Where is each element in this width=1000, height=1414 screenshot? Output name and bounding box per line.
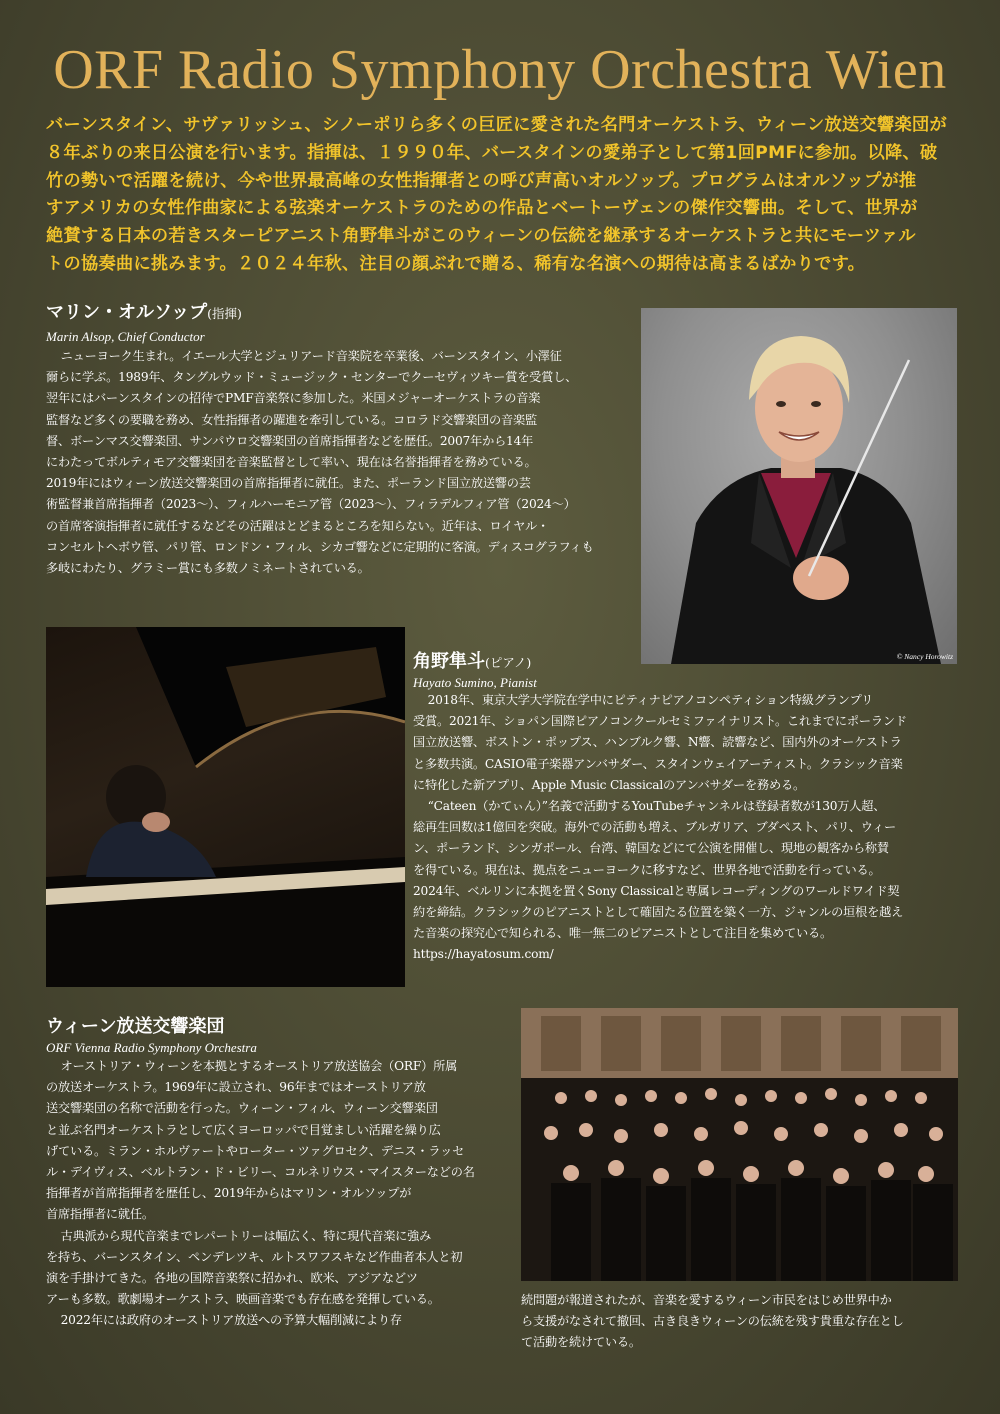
- orchestra-bio-line: の放送オーケストラ。1969年に設立され、96年まではオーストリア放: [46, 1080, 426, 1095]
- sumino-bio-line: 総再生回数は1億回を突破。海外での活動も増え、ブルガリア、ブダペスト、パリ、ウィー: [413, 820, 897, 835]
- alsop-bio-line: 多岐にわたり、グラミー賞にも多数ノミネートされている。: [46, 561, 370, 576]
- alsop-bio-line: 翌年にはバーンスタインの招待でPMF音楽祭に参加した。米国メジャーオーケストラの音楽: [46, 391, 541, 406]
- sumino-photo: [46, 627, 405, 987]
- intro-line: すアメリカの女性作曲家による弦楽オーケストラのための作品とベートーヴェンの傑作交響曲。そして、世界が: [46, 198, 918, 219]
- orchestra-bio-line: と並ぶ名門オーケストラとして広くヨーロッパで目覚ましい活躍を繰り広: [46, 1122, 441, 1137]
- sumino-bio: [413, 690, 961, 966]
- alsop-bio-line: 2019年にはウィーン放送交響楽団の首席指揮者に就任。また、ポーランド国立放送響の芸: [46, 476, 531, 491]
- sumino-bio-line: 2018年、東京大学大学院在学中にピティナピアノコンペティション特級グランプリ: [427, 693, 874, 707]
- sumino-bio-line: と多数共演。CASIO電子楽器アンバサダー、スタインウェイアーティスト。クラシック音楽: [413, 756, 903, 771]
- alsop-bio-line: 術監督兼首席指揮者（2023～）、フィルハーモニア管（2023～）、フィラデルフィア管（2024～）: [46, 497, 576, 512]
- website-link[interactable]: https://hayatosum.com/: [413, 947, 554, 962]
- intro-line: 竹の勢いで活躍を続け、今や世界最高峰の女性指揮者との呼び声高いオルソップ。プログラムはオルソップが推: [46, 170, 917, 191]
- orchestra-bio-line: 送交響楽団の名称で活動を行った。ウィーン・フィル、ウィーン交響楽団: [46, 1101, 438, 1116]
- alsop-bio-line: 監督など多くの要職を務め、女性指揮者の躍進を牽引している。コロラド交響楽団の音楽監: [46, 412, 537, 427]
- orchestra-bio-line: 続問題が報道されたが、音楽を愛するウィーン市民をはじめ世界中か: [521, 1293, 892, 1307]
- orchestra-bio-line: 古典派から現代音楽までレパートリーは幅広く、特に現代音楽に強み: [60, 1228, 432, 1243]
- orchestra-bio-line: 2022年には政府のオーストリア放送への予算大幅削減により存: [60, 1313, 402, 1328]
- intro-line: ８年ぶりの来日公演を行います。指揮は、１９９０年、バースタインの愛弟子として第1回PMFに参加。以降、破: [46, 142, 938, 163]
- intro-line: トの協奏曲に挑みます。２０２４年秋、注目の顔ぶれで贈る、稀有な名演への期待は高まるばかりです。: [46, 253, 866, 274]
- orchestra-bio-line: ら支援がなされて撤回、古き良きウィーンの伝統を残す貴重な存在とし: [521, 1314, 904, 1329]
- orchestra-subtitle: ORF Vienna Radio Symphony Orchestra: [46, 1040, 257, 1055]
- sumino-name: 角野隼斗: [413, 651, 485, 672]
- orchestra-bio-line: 指揮者が首席指揮者を歴任し、2019年からはマリン・オルソップが: [46, 1186, 412, 1201]
- orchestra-bio-line: オーストリア・ウィーンを本拠とするオーストリア放送協会（ORF）所属: [60, 1059, 458, 1073]
- alsop-name: マリン・オルソップ: [46, 302, 208, 323]
- sumino-heading: [413, 651, 531, 674]
- orchestra-bio-line: て活動を続けている。: [521, 1335, 641, 1350]
- intro-text: [46, 112, 962, 279]
- alsop-bio-line: 爾らに学ぶ。1989年、タングルウッド・ミュージック・センターでクーセヴィツキー賞を受賞し、: [46, 370, 578, 385]
- alsop-bio-line: の首席客演指揮者に就任するなどその活躍はとどまるところを知らない。近年は、ロイヤル・: [46, 518, 549, 533]
- sumino-bio-line: ン、ポーランド、シンガポール、台湾、韓国などにて公演を開催し、現地の観客から称賛: [413, 841, 889, 856]
- alsop-photo: [641, 308, 957, 664]
- intro-line: バーンスタイン、サヴァリッシュ、シノーポリら多くの巨匠に愛された名門オーケストラ、ウィーン放送交響楽団が: [46, 115, 947, 135]
- alsop-bio-line: にわたってボルティモア交響楽団を音楽監督として率い、現在は名誉指揮者を務めている。: [46, 455, 537, 470]
- orchestra-bio-line: 首席指揮者に就任。: [46, 1207, 154, 1222]
- orchestra-bio-continued: [521, 1290, 961, 1354]
- page-title: ORF Radio Symphony Orchestra Wien: [53, 39, 947, 101]
- alsop-bio-line: 督、ボーンマス交響楽団、サンパウロ交響楽団の首席指揮者などを歴任。2007年から14年: [46, 433, 534, 448]
- sumino-bio-line: “Cateen（かてぃん）”名義で活動するYouTubeチャンネルは登録者数が130万人超、: [427, 799, 886, 814]
- sumino-subtitle: Hayato Sumino, Pianist: [413, 675, 537, 690]
- alsop-subtitle: Marin Alsop, Chief Conductor: [46, 329, 205, 344]
- sumino-bio-line: 国立放送響、ボストン・ポップス、ハンブルク響、N響、読響など、国内外のオーケストラ: [413, 735, 902, 750]
- orchestra-bio: [46, 1056, 514, 1332]
- sumino-bio-line: を得ている。現在は、拠点をニューヨークに移すなど、世界各地で活動を行っている。: [413, 862, 881, 877]
- sumino-bio-line: に特化した新アプリ、Apple Music Classicalのアンバサダーを務める。: [413, 777, 805, 792]
- intro-line: 絶賛する日本の若きスターピアニスト角野隼斗がこのウィーンの伝統を継承するオーケストラと共にモーツァル: [46, 226, 916, 247]
- orchestra-bio-line: 演を手掛けてきた。各地の国際音楽祭に招かれ、欧米、アジアなどツ: [46, 1271, 418, 1286]
- sumino-bio-line: 2024年、ベルリンに本拠を置くSony Classicalと専属レコーディングのワールドワイド契: [413, 883, 900, 898]
- alsop-bio-line: コンセルトヘボウ管、パリ管、ロンドン・フィル、シカゴ響などに定期的に客演。ディスコグラフィも: [46, 539, 594, 554]
- alsop-bio: [46, 346, 636, 579]
- orchestra-photo: [521, 1008, 958, 1281]
- orchestra-bio-line: げている。ミラン・ホルヴァートやローター・ツァグロセク、デニス・ラッセ: [46, 1143, 465, 1158]
- sumino-bio-line: 受賞。2021年、ショパン国際ピアノコンクールセミファイナリスト。これまでにポーランド: [413, 714, 907, 729]
- sumino-role: (ピアノ): [485, 655, 532, 670]
- alsop-heading: [46, 302, 242, 325]
- photo-credit: © Nancy Horowitz: [896, 652, 953, 661]
- orchestra-bio-line: を持ち、バーンスタイン、ペンデレツキ、ルトスワフスキなど作曲者本人と初: [46, 1249, 463, 1264]
- alsop-portrait-illustration: [641, 308, 957, 664]
- sumino-piano-illustration: [46, 627, 405, 987]
- orchestra-bio-line: アーも多数。歌劇場オーケストラ、映画音楽でも存在感を発揮している。: [46, 1292, 440, 1307]
- alsop-bio-line: ニューヨーク生まれ。イエール大学とジュリアード音楽院を卒業後、バーンスタイン、小澤征: [60, 349, 562, 363]
- orchestra-heading: ウィーン放送交響楽団: [46, 1016, 225, 1037]
- sumino-bio-line: た音楽の探究心で知られる、唯一無二のピアニストとして注目を集めている。: [413, 926, 832, 941]
- alsop-role: (指揮): [207, 306, 242, 321]
- sumino-bio-line: 約を締結。クラシックのピアニストとして確固たる位置を築く一方、ジャンルの垣根を越え: [413, 905, 904, 920]
- orchestra-bio-line: ル・デイヴィス、ベルトラン・ド・ビリー、コルネリウス・マイスターなどの名: [46, 1165, 475, 1180]
- orchestra-group-illustration: [521, 1008, 958, 1281]
